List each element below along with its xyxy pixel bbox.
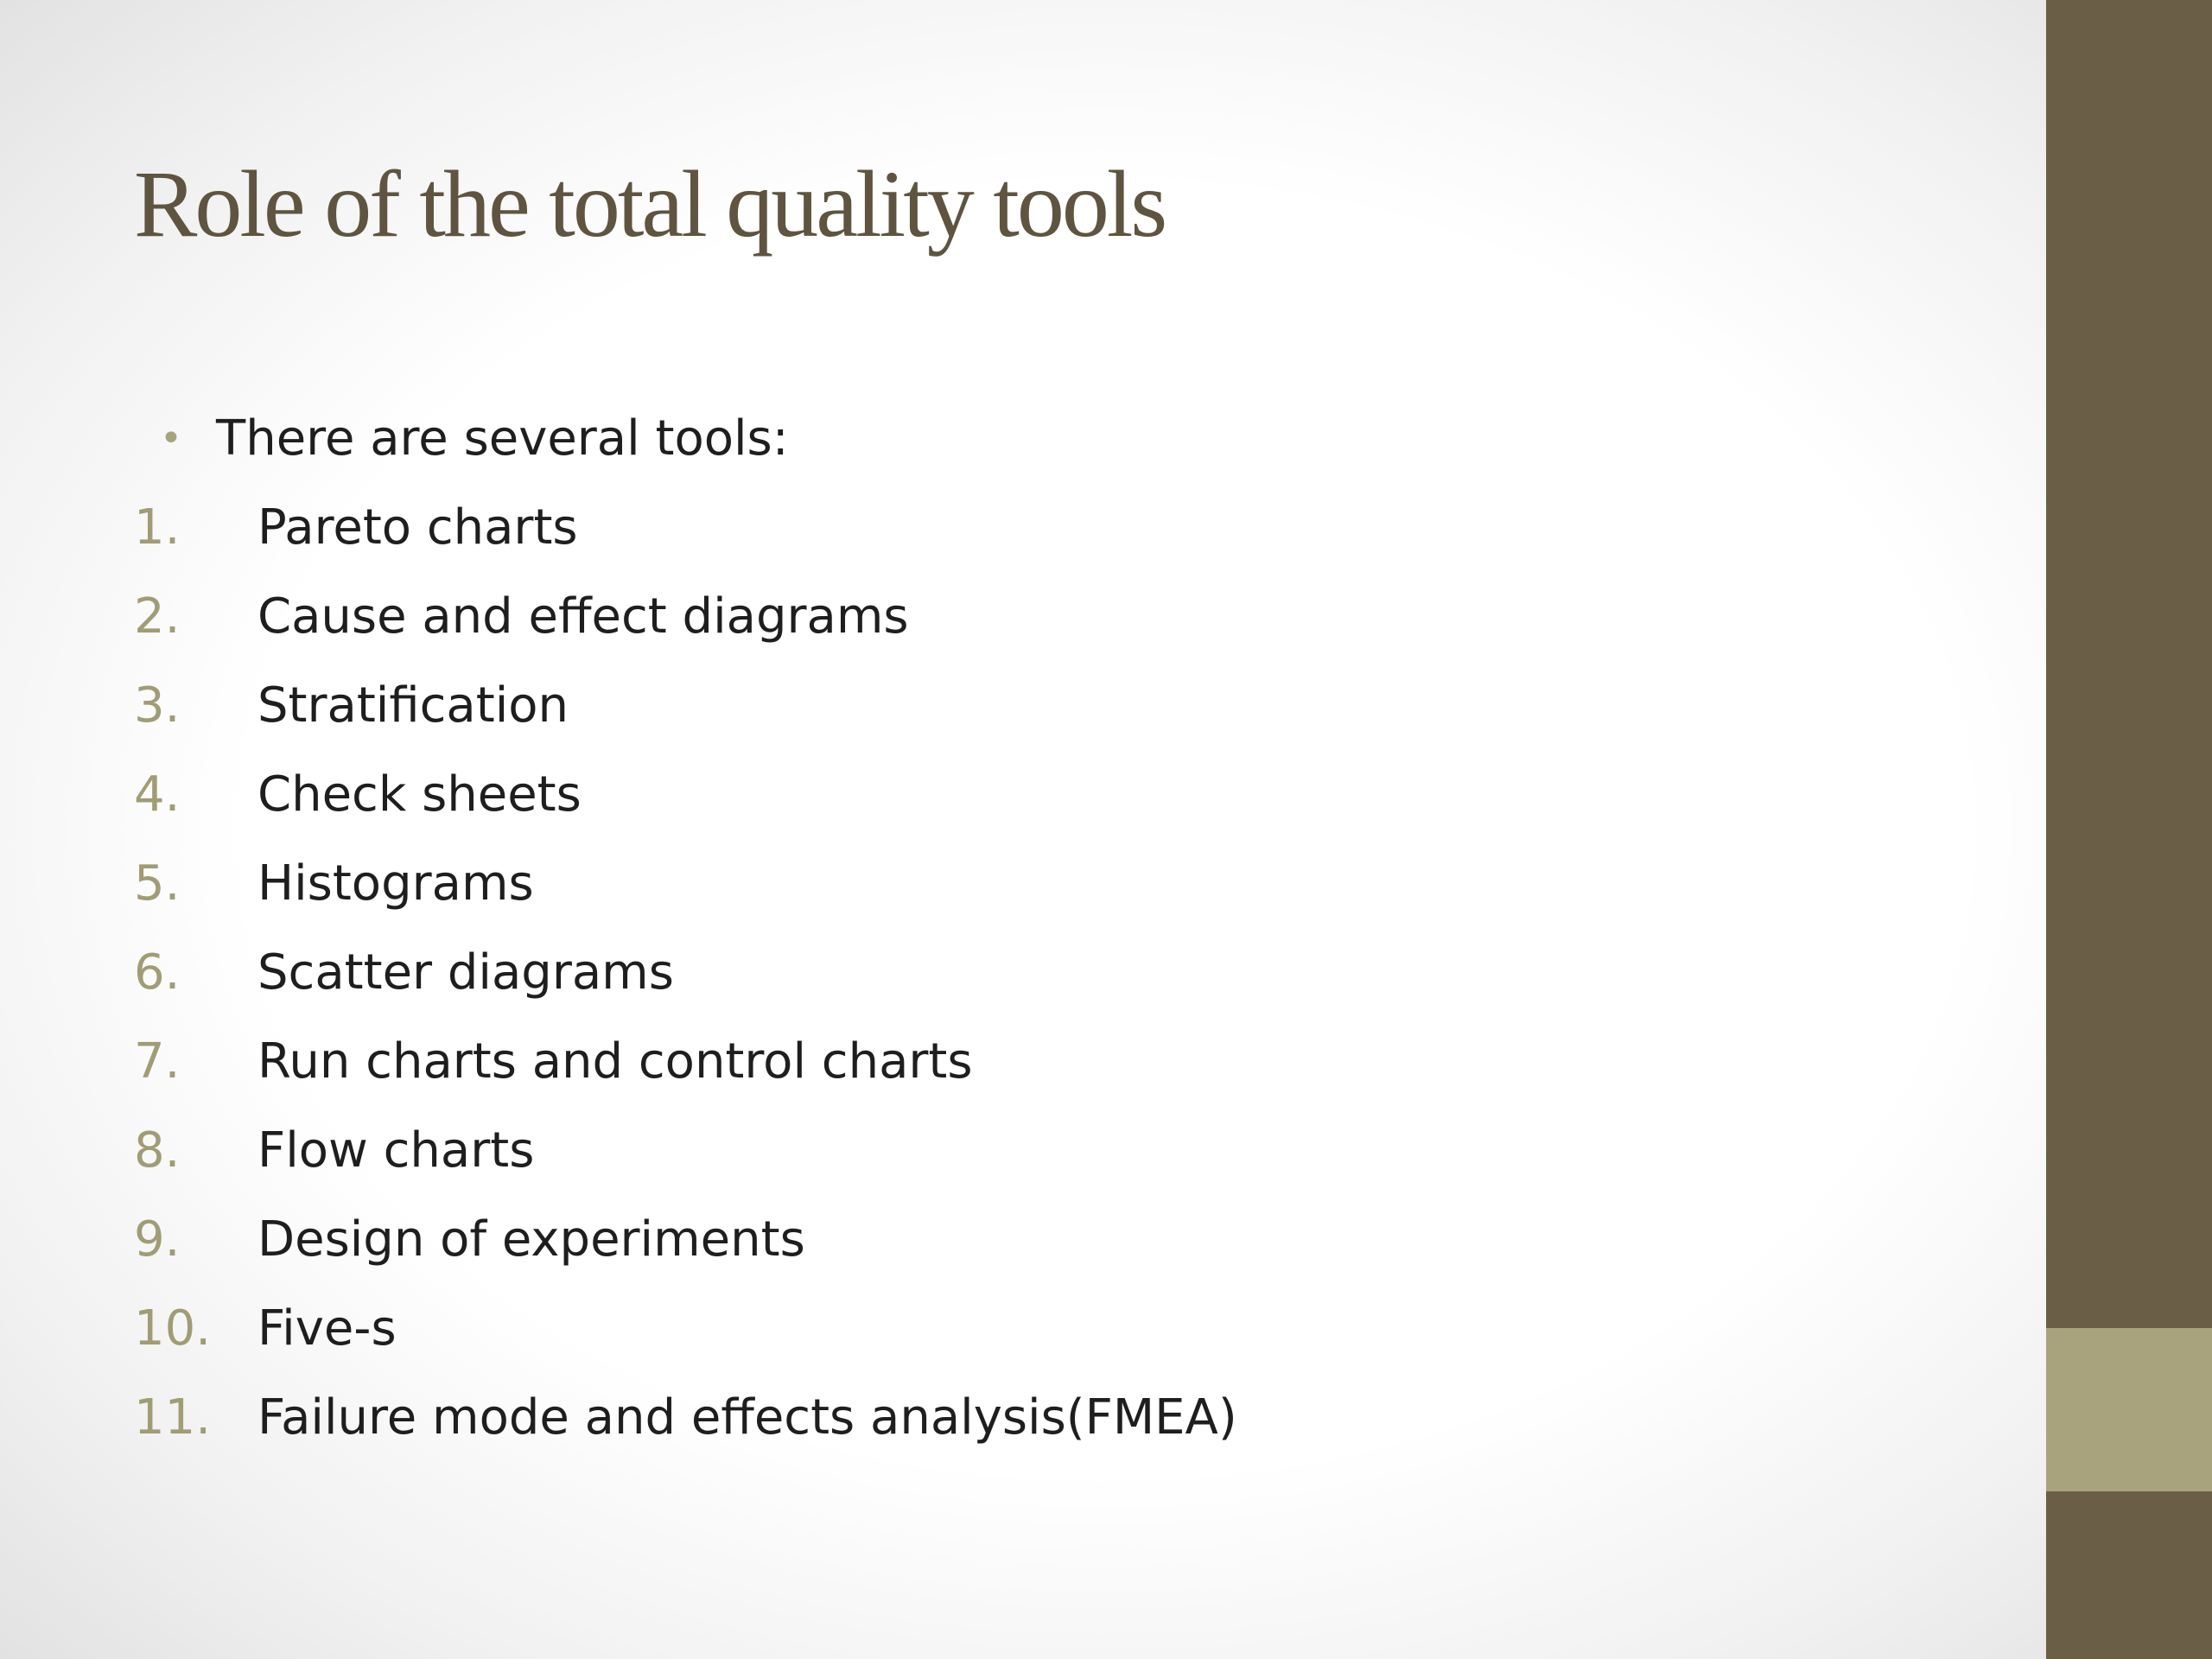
- list-item-number: 6.: [134, 944, 181, 1001]
- list-item-text: Histograms: [257, 855, 534, 912]
- list-item-text: Failure mode and effects analysis(FMEA): [257, 1389, 1237, 1446]
- list-item-text: Check sheets: [257, 766, 582, 823]
- list-item-text: Five-s: [257, 1300, 397, 1357]
- list-item-number: 10.: [134, 1300, 212, 1357]
- list-item-text: Design of experiments: [257, 1211, 805, 1268]
- list-item-number: 2.: [134, 588, 181, 645]
- list-item-text: Stratification: [257, 677, 569, 734]
- list-item-text: Flow charts: [257, 1122, 535, 1179]
- list-item-number: 3.: [134, 677, 181, 734]
- list-item-number: 1.: [134, 499, 181, 556]
- list-item-text: Cause and effect diagrams: [257, 588, 909, 645]
- list-item-number: 4.: [134, 766, 181, 823]
- bullet-icon: •: [160, 416, 182, 461]
- list-item-number: 5.: [134, 855, 181, 912]
- list-item-text: Scatter diagrams: [257, 944, 674, 1001]
- list-item-text: Run charts and control charts: [257, 1033, 973, 1090]
- slide-title: Role of the total quality tools: [134, 151, 1166, 257]
- list-item-number: 7.: [134, 1033, 181, 1090]
- sidebar-accent-block: [2046, 1328, 2212, 1491]
- intro-text: There are several tools:: [216, 410, 789, 467]
- list-item-number: 9.: [134, 1211, 181, 1268]
- list-item-number: 11.: [134, 1389, 212, 1446]
- list-item-text: Pareto charts: [257, 499, 578, 556]
- list-item-number: 8.: [134, 1122, 181, 1179]
